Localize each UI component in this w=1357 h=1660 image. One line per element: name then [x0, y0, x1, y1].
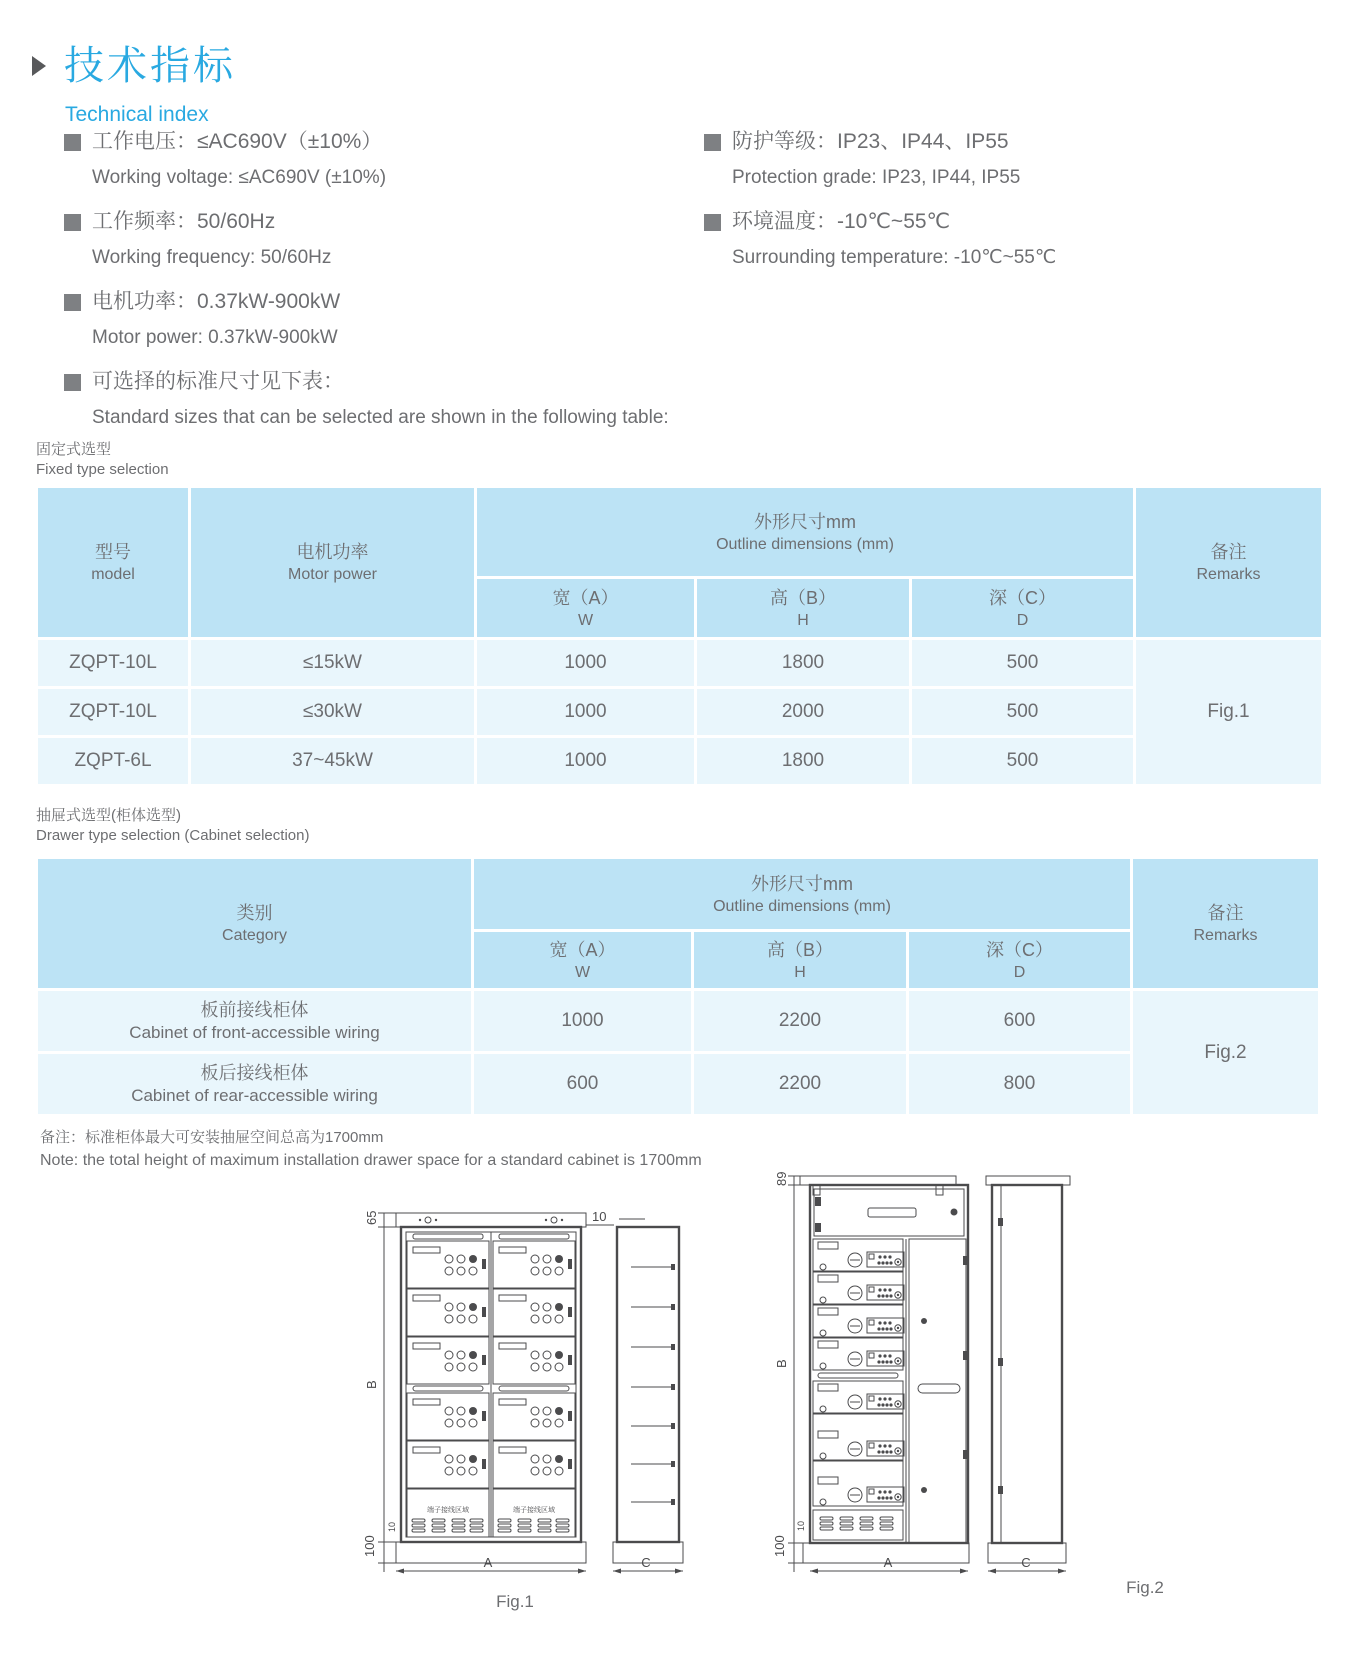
fig1-dim-top-right: 10 — [592, 1209, 607, 1224]
fixed-type-table — [35, 485, 1324, 787]
cell-remark: Fig.1 — [1136, 640, 1321, 784]
col-header-width: 宽（A） W — [474, 932, 691, 988]
spec-en-text: Standard sizes that can be selected are shown in the following table: — [92, 407, 669, 428]
page-header — [30, 34, 236, 127]
col-header-outline-dimensions: 外形尺寸mm Outline dimensions (mm) — [474, 859, 1130, 929]
cell-width: 1000 — [477, 738, 694, 784]
spec-motor-power — [64, 288, 704, 350]
section-arrow-icon — [32, 56, 46, 76]
fig2-side-view — [986, 1176, 1070, 1574]
cell-depth: 500 — [912, 689, 1133, 735]
cell-category: 板后接线柜体 Cabinet of rear-accessible wiring — [38, 1054, 471, 1114]
cell-model: ZQPT-10L — [38, 689, 188, 735]
fig1-caption: Fig.1 — [496, 1592, 534, 1611]
cell-height: 2200 — [694, 991, 906, 1051]
table-row — [38, 1054, 1318, 1114]
col-header-category: 类别 Category — [38, 859, 471, 988]
col-header-height: 高（B） H — [697, 579, 909, 637]
cell-width: 1000 — [474, 991, 691, 1051]
col-header-height: 高（B） H — [694, 932, 906, 988]
spec-zh-text: 环境温度：-10℃~55℃ — [732, 210, 951, 233]
fig1-side-view — [613, 1219, 683, 1574]
spec-en-text: Working voltage: ≤AC690V (±10%) — [92, 167, 387, 188]
cell-depth: 500 — [912, 738, 1133, 784]
col-header-model: 型号 model — [38, 488, 188, 637]
cell-category: 板前接线柜体 Cabinet of front-accessible wiring — [38, 991, 471, 1051]
cell-width: 1000 — [477, 640, 694, 686]
fig1-dim-inner: 10 — [387, 1521, 397, 1532]
note-zh: 备注：标准柜体最大可安装抽屉空间总高为1700mm — [40, 1129, 384, 1146]
cell-model: ZQPT-10L — [38, 640, 188, 686]
spec-zh-text: 工作电压：≤AC690V（±10%） — [92, 130, 383, 153]
fig2-dim-inner: 10 — [796, 1520, 806, 1531]
fixed-table-label-en: Fixed type selection — [36, 461, 169, 478]
fixed-table-label-zh: 固定式选型 — [36, 441, 112, 458]
cell-remark: Fig.2 — [1133, 991, 1318, 1114]
square-bullet-icon — [64, 214, 81, 231]
cell-model: ZQPT-6L — [38, 738, 188, 784]
square-bullet-icon — [64, 134, 81, 151]
cell-power: 37~45kW — [191, 738, 474, 784]
table-row — [38, 689, 1321, 735]
cell-height: 1800 — [697, 738, 909, 784]
spec-working-frequency — [64, 208, 704, 270]
fig1-terminal-label: 端子接线区域 — [513, 1507, 555, 1514]
spec-en-text: Surrounding temperature: -10℃~55℃ — [732, 247, 1057, 268]
fig1-terminal-label: 端子接线区域 — [427, 1507, 469, 1514]
specs-right-column — [704, 128, 1344, 288]
spec-en-text: Working frequency: 50/60Hz — [92, 247, 332, 268]
fig1-dim-bottom: 100 — [362, 1535, 377, 1557]
square-bullet-icon — [704, 214, 721, 231]
col-header-remarks: 备注 Remarks — [1136, 488, 1321, 637]
cell-height: 1800 — [697, 640, 909, 686]
col-header-depth: 深（C） D — [909, 932, 1130, 988]
fig1-dim-top: 65 — [364, 1210, 379, 1225]
spec-en-text: Protection grade: IP23, IP44, IP55 — [732, 167, 1021, 188]
specs-left-column — [64, 128, 704, 448]
spec-zh-text: 防护等级：IP23、IP44、IP55 — [732, 130, 1009, 153]
cell-width: 1000 — [477, 689, 694, 735]
square-bullet-icon — [64, 374, 81, 391]
fixed-table-label — [36, 440, 169, 480]
fig1-dim-width: A — [483, 1555, 493, 1570]
table-row — [38, 640, 1321, 686]
fig1-drawing — [340, 1133, 700, 1603]
fig2-caption: Fig.2 — [1126, 1578, 1164, 1597]
spec-table-intro — [64, 368, 704, 430]
square-bullet-icon — [64, 294, 81, 311]
col-header-motor-power: 电机功率 Motor power — [191, 488, 474, 637]
cell-width: 600 — [474, 1054, 691, 1114]
square-bullet-icon — [704, 134, 721, 151]
fig2-drawing — [718, 1098, 1078, 1598]
fig2-dim-height: B — [774, 1359, 789, 1368]
fig1-front-view — [396, 1213, 586, 1563]
spec-zh-text: 工作频率：50/60Hz — [92, 210, 276, 233]
fig2-dim-bottom: 100 — [772, 1535, 787, 1557]
page-title-zh: 技术指标 — [64, 44, 236, 88]
drawer-table-label — [36, 806, 309, 846]
spec-zh-text: 可选择的标准尺寸见下表： — [92, 370, 344, 393]
drawer-table-label-en: Drawer type selection (Cabinet selection) — [36, 827, 310, 844]
col-header-outline-dimensions: 外形尺寸mm Outline dimensions (mm) — [477, 488, 1133, 576]
cell-depth: 500 — [912, 640, 1133, 686]
cell-height: 2200 — [694, 1054, 906, 1114]
fig2-dim-width: A — [883, 1555, 893, 1570]
cell-height: 2000 — [697, 689, 909, 735]
drawer-type-table — [35, 856, 1321, 1117]
note-en: Note: the total height of maximum installation drawer space for a standard cabinet is 1700mm — [40, 1152, 702, 1169]
drawer-table-label-zh: 抽屉式选型(柜体选型) — [36, 807, 181, 824]
col-header-depth: 深（C） D — [912, 579, 1133, 637]
cell-depth: 600 — [909, 991, 1130, 1051]
fig1-dim-height: B — [364, 1380, 379, 1389]
spec-surrounding-temperature — [704, 208, 1344, 270]
spec-protection-grade — [704, 128, 1344, 190]
fig2-dim-depth: C — [1021, 1555, 1031, 1570]
fig2-dim-top: 89 — [774, 1171, 789, 1186]
table-row — [38, 738, 1321, 784]
cell-depth: 800 — [909, 1054, 1130, 1114]
spec-zh-text: 电机功率：0.37kW-900kW — [92, 290, 341, 313]
fig2-front-view — [800, 1176, 969, 1563]
page-title-en: Technical index — [65, 103, 209, 126]
fig1-dim-depth: C — [641, 1555, 651, 1570]
cell-power: ≤30kW — [191, 689, 474, 735]
table-row — [38, 991, 1318, 1051]
spec-working-voltage — [64, 128, 704, 190]
col-header-remarks: 备注 Remarks — [1133, 859, 1318, 988]
col-header-width: 宽（A） W — [477, 579, 694, 637]
cell-power: ≤15kW — [191, 640, 474, 686]
spec-en-text: Motor power: 0.37kW-900kW — [92, 327, 338, 348]
